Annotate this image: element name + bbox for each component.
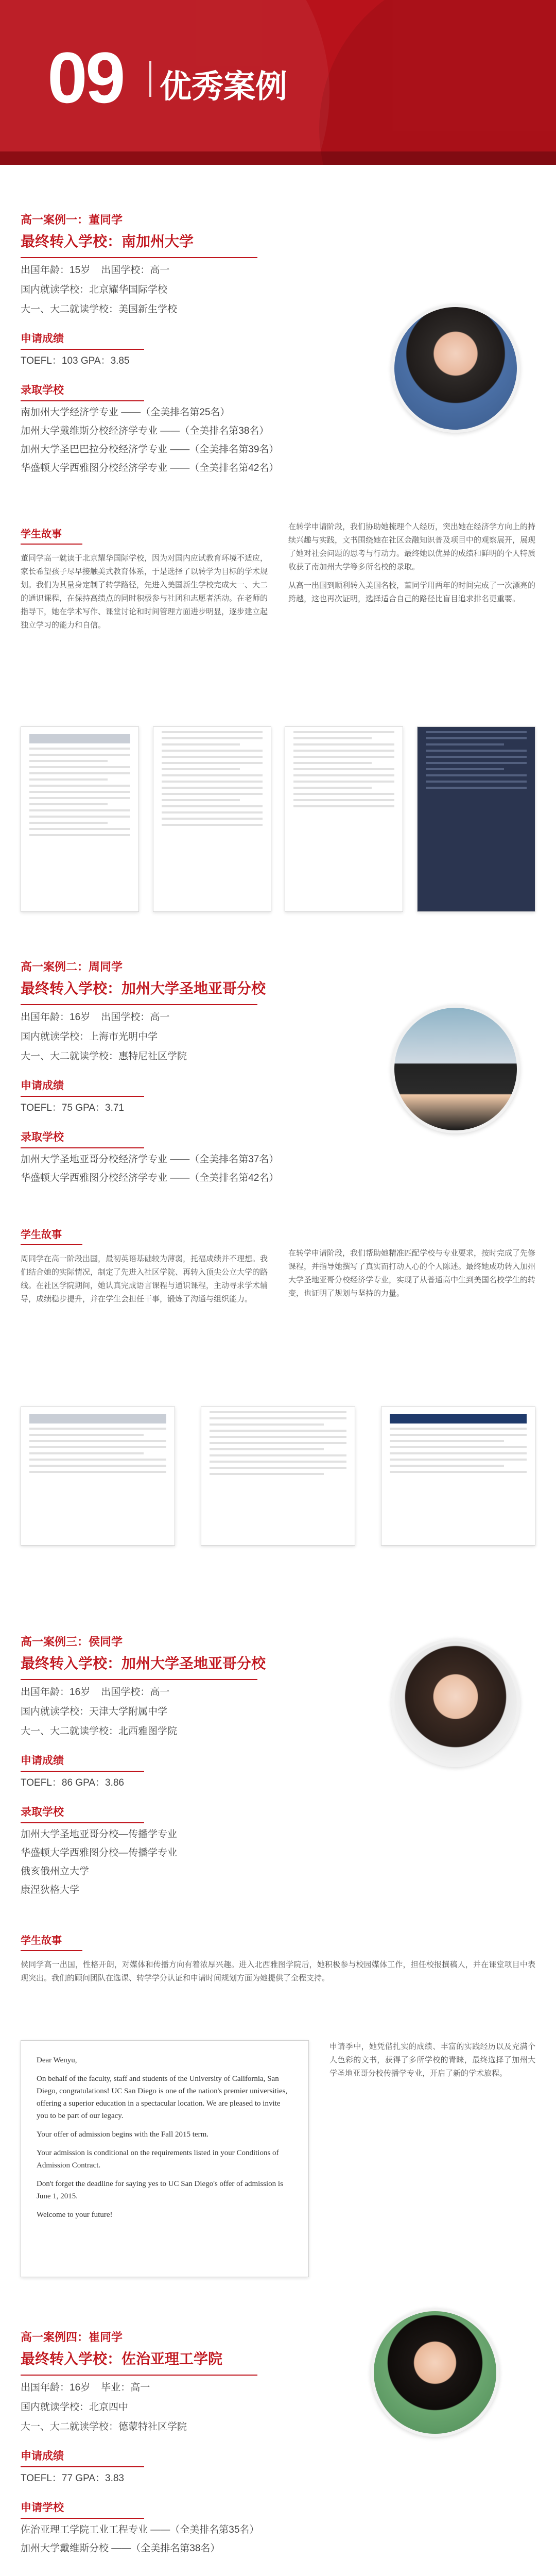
info: 出国年龄：16岁 [21, 2382, 91, 2393]
info: 出国年龄：16岁 [21, 1687, 91, 1698]
story-text: 申请季中，她凭借扎实的成绩、丰富的实践经历以及充满个人色彩的文书，获得了多所学校的青睐，最终选择了加州大学圣地亚哥分校传播学专业，开启了新的学术旅程。 [329, 2042, 535, 2078]
story-text: 在转学申请阶段，我们协助她梳理个人经历，突出她在经济学方向上的持续兴趣与实践，文书围绕她在社区金融知识普及项目中的观察展开，展现了她对社会问题的思考与行动力。最终她以优异的成绩和鲜明的个人特质收获了南加州大学等多所名校的录取。 [288, 522, 536, 571]
case-tag: 高一案例二：周同学 [21, 960, 123, 973]
label-rule [21, 2518, 144, 2519]
info: 毕业：高一 [101, 2382, 150, 2393]
header-stripe [0, 151, 556, 165]
admission-letter [21, 2040, 309, 2277]
admit-item: 俄亥俄州立大学 [21, 1866, 90, 1877]
info: 大一、大二就读学校：北西雅图学院 [21, 1726, 178, 1737]
transcript-document [153, 726, 271, 912]
scores: TOEFL：77 GPA：3.83 [21, 2473, 124, 2484]
info: 大一、大二就读学校：惠特尼社区学院 [21, 1051, 187, 1062]
label-rule [21, 544, 82, 545]
info: 出国学校：高一 [101, 1687, 170, 1698]
info: 出国学校：高一 [101, 265, 170, 276]
case-school: 最终转入学校：南加州大学 [21, 233, 194, 249]
letter-line: Your admission is conditional on the requirements listed in your Conditions of Admission Contract. [37, 2149, 279, 2170]
info: 出国年龄：16岁 [21, 1012, 91, 1023]
story-text: 董同学高一就读于北京耀华国际学校，因为对国内应试教育环境不适应，家长希望孩子尽早接触美式教育体系，于是选择了以转学为目标的学术规划。我们为其量身定制了转学路径，先进入美国新生学校完成大一、大二的通识课程，在保持高绩点的同时积极参与社团和志愿者活动。在老师的指导下，她在学术写作、课堂讨论和时间管理方面进步明显，逐步建立起独立学习的能力和自信。 [21, 554, 268, 630]
story-text: 在转学申请阶段，我们帮助她精准匹配学校与专业要求，按时完成了先修课程，并指导她撰写了真实而打动人心的个人陈述。最终她成功转入加州大学圣地亚哥分校经济学专业，实现了从普通高中生到美国名校学生的转变，也证明了规划与坚持的力量。 [288, 1249, 536, 1298]
label-rule [21, 1950, 82, 1951]
story-text: 从高一出国到顺利转入美国名校，董同学用两年的时间完成了一次漂亮的跨越，这也再次证明，选择适合自己的路径比盲目追求排名更重要。 [288, 581, 536, 603]
case-school: 最终转入学校：加州大学圣地亚哥分校 [21, 980, 266, 996]
case-rule [21, 2375, 257, 2376]
story-text: 侯同学高一出国，性格开朗，对媒体和传播方向有着浓厚兴趣。进入北西雅图学院后，她积极参与校园媒体工作，担任校报撰稿人，并在课堂项目中表现突出。我们的顾问团队在选课、转学学分认证和申请时间规划方面为她提供了全程支持。 [21, 1960, 535, 1982]
letter-document [201, 1406, 355, 1546]
info: 国内就读学校：上海市光明中学 [21, 1031, 158, 1042]
case-tag: 高一案例一：董同学 [21, 213, 123, 226]
label-rule [21, 1771, 144, 1772]
header-divider [149, 61, 151, 97]
document-gallery [21, 726, 535, 922]
section-title: 优秀案例 [160, 69, 288, 105]
letter-line: Welcome to your future! [37, 2211, 113, 2219]
admit-item: 康涅狄格大学 [21, 1885, 80, 1895]
label-rule [21, 1822, 144, 1823]
case-school: 最终转入学校：佐治亚理工学院 [21, 2351, 223, 2367]
label-rule [21, 2466, 144, 2467]
student-photo [391, 1005, 520, 1133]
letter-line: Dear Wenyu, [37, 2056, 77, 2064]
label-rule [21, 400, 144, 401]
letter-line: Your offer of admission begins with the Fall 2015 term. [37, 2130, 209, 2139]
essay-document [21, 726, 139, 912]
label-rule [21, 1096, 144, 1097]
admit-item: 南加州大学经济学专业 ——（全美排名第25名） [21, 407, 230, 418]
letter-line: On behalf of the faculty, staff and students of the University of California, San Diego, congratulations! UC San Diego is one of the nation's premier universities, offering a superior education in a spectacular location. We are pleased to invite you to be part of our legacy. [37, 2075, 288, 2120]
offer-document [381, 1406, 535, 1546]
scores: TOEFL：86 GPA：3.86 [21, 1777, 124, 1788]
case-rule [21, 1004, 257, 1005]
admit-label: 录取学校 [21, 1806, 64, 1818]
info: 大一、大二就读学校：德蒙特社区学院 [21, 2421, 187, 2432]
scores-label: 申请成绩 [21, 1080, 64, 1092]
scores-label: 申请成绩 [21, 333, 64, 345]
info: 国内就读学校：北京四中 [21, 2402, 129, 2413]
admit-label: 申请学校 [21, 2502, 64, 2514]
header-banner [0, 0, 556, 165]
offer-document [417, 726, 535, 912]
recommendation-document [285, 726, 403, 912]
admit-item: 加州大学戴维斯分校 ——（全美排名第38名） [21, 2543, 220, 2554]
webpage-document [21, 1406, 175, 1546]
admit-item: 加州大学圣巴巴拉分校经济学专业 ——（全美排名第39名） [21, 444, 279, 455]
scores-label: 申请成绩 [21, 1755, 64, 1767]
letter-line: Don't forget the deadline for saying yes to UC San Diego's offer of admission is June 1, 2015. [37, 2180, 283, 2200]
student-photo [391, 304, 520, 433]
admit-item: 华盛顿大学西雅图分校经济学专业 ——（全美排名第42名） [21, 1173, 279, 1183]
label-rule [21, 1244, 82, 1245]
case-tag: 高一案例三：侯同学 [21, 1635, 123, 1648]
case-rule [21, 257, 257, 258]
story-label: 学生故事 [21, 529, 62, 540]
admit-label: 录取学校 [21, 1131, 64, 1143]
admit-item: 华盛顿大学西雅图分校经济学专业 ——（全美排名第42名） [21, 463, 279, 473]
student-photo [391, 1638, 520, 1767]
admit-item: 华盛顿大学西雅图分校—传播学专业 [21, 1848, 178, 1858]
info: 国内就读学校：天津大学附属中学 [21, 1706, 168, 1717]
case-rule [21, 1679, 257, 1680]
admit-item: 佐治亚理工学院工业工程专业 ——（全美排名第35名） [21, 2524, 259, 2535]
story-label: 学生故事 [21, 1935, 62, 1946]
label-rule [21, 1147, 144, 1148]
admit-item: 加州大学戴维斯分校经济学专业 ——（全美排名第38名） [21, 426, 269, 436]
document-gallery [21, 1406, 535, 1551]
story-text: 周同学在高一阶段出国，最初英语基础较为薄弱，托福成绩并不理想。我们结合她的实际情况，制定了先进入社区学院、再转入顶尖公立大学的路线。在社区学院期间，她认真完成语言课程与通识课程，主动寻求学术辅导，成绩稳步提升，并在学生会担任干事，锻炼了沟通与组织能力。 [21, 1255, 268, 1303]
admit-item: 加州大学圣地亚哥分校经济学专业 ——（全美排名第37名） [21, 1154, 279, 1165]
story-label: 学生故事 [21, 1229, 62, 1241]
info: 国内就读学校：北京耀华国际学校 [21, 284, 168, 295]
scores: TOEFL：75 GPA：3.71 [21, 1103, 124, 1113]
section-number: 09 [47, 37, 124, 118]
scores-label: 申请成绩 [21, 2450, 64, 2462]
info: 大一、大二就读学校：美国新生学校 [21, 304, 178, 315]
admit-item: 加州大学圣地亚哥分校—传播学专业 [21, 1829, 178, 1840]
student-photo [371, 2308, 499, 2437]
info: 出国年龄：15岁 [21, 265, 91, 276]
scores: TOEFL：103 GPA：3.85 [21, 355, 130, 366]
info: 出国学校：高一 [101, 1012, 170, 1023]
admit-label: 录取学校 [21, 384, 64, 396]
case-school: 最终转入学校：加州大学圣地亚哥分校 [21, 1655, 266, 1671]
case-tag: 高一案例四：崔同学 [21, 2331, 123, 2344]
label-rule [21, 349, 144, 350]
